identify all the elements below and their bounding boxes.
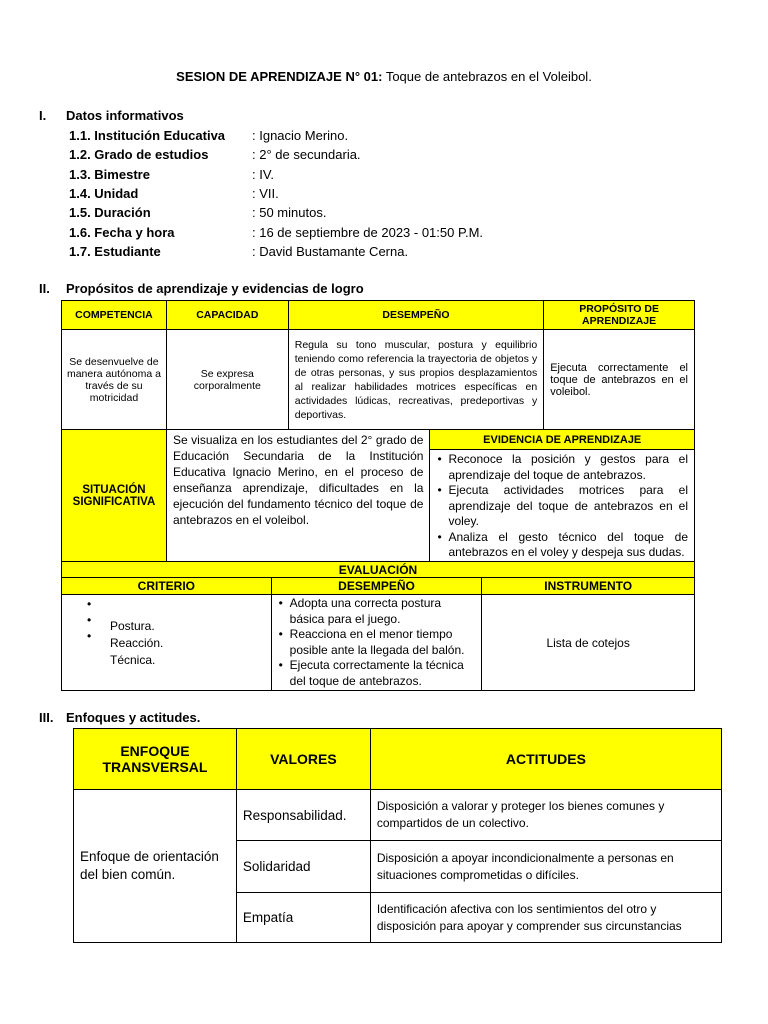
evidencia-item: • Reconoce la posición y gestos para el aprendizaje del toque de antebrazos. [448, 452, 688, 483]
datos-row [69, 145, 483, 164]
actitud-cell: Disposición a apoyar incondicionalmente a personas en situaciones comprometidas o difíciles. [370, 841, 721, 893]
header-criterio: CRITERIO [62, 578, 272, 595]
section-heading-1 [39, 108, 184, 123]
criterio-item: Reacción. [110, 636, 164, 650]
situacion-text: Se visualiza en los estudiantes del 2° grado de Educación Secundaria de la Institución Educativa Ignacio Merino, en el proceso de enseñanza aprendizaje, dificultades en la ejecución del fundamento técnico del toque de antebrazos en el voleibol. [166, 430, 430, 564]
datos-label: 1.6. Fecha y hora [69, 224, 175, 240]
evaluacion-table [61, 561, 695, 691]
capacidad-cell: Se expresa corporalmente [166, 330, 288, 430]
datos-value: : 50 minutos. [252, 205, 327, 221]
datos-row [69, 165, 483, 184]
actitud-cell: Disposición a valorar y proteger los bienes comunes y compartidos de un colectivo. [370, 790, 721, 841]
desempeno-item: • Adopta una correcta postura básica para el juego. [290, 596, 478, 627]
valor-cell: Responsabilidad. [236, 790, 370, 841]
evidencia-item: • Ejecuta actividades motrices para el aprendizaje del toque de antebrazos en el voley. [448, 483, 688, 530]
section-label: Datos informativos [66, 108, 184, 123]
enfoque-cell: Enfoque de orientación del bien común. [74, 790, 237, 943]
section-number: III. [39, 710, 54, 725]
section-number: II. [39, 281, 50, 296]
header-desempeno: DESEMPEÑO [288, 301, 543, 330]
section-number: I. [39, 108, 47, 123]
datos-value: : VII. [252, 186, 279, 202]
criterio-cell [62, 595, 272, 691]
datos-value: : 2° de secundaria. [252, 147, 361, 163]
desempeno-item: • Ejecuta correctamente la técnica del toque de antebrazos. [290, 658, 478, 689]
bullet-icon: • [87, 597, 92, 611]
header-enfoque: ENFOQUE TRANSVERSAL [74, 729, 237, 790]
section-label: Propósitos de aprendizaje y evidencias de logro [66, 281, 364, 296]
criterio-item: Técnica. [110, 653, 156, 667]
evaluacion-header: EVALUACIÓN [62, 562, 695, 578]
datos-row [69, 203, 483, 222]
actitud-cell: Identificación afectiva con los sentimientos del otro y disposición para apoyar y comprender sus circunstancias [370, 893, 721, 943]
evidencia-header: EVIDENCIA DE APRENDIZAJE [430, 430, 695, 450]
desempeno-cell: Regula su tono muscular, postura y equilibrio teniendo como referencia la trayectoria de objetos y de otras personas, y sus propios desplazamientos al realizar habilidades motrices específicas en actividades lúdicas, recreativas, predeportivas y deportivas. [288, 330, 543, 430]
document-title [0, 69, 768, 84]
header-desempeno-eval: DESEMPEÑO [271, 578, 482, 595]
header-proposito: PROPÓSITO DE APRENDIZAJE [544, 301, 695, 330]
datos-value: : Ignacio Merino. [252, 128, 349, 144]
section-label: Enfoques y actitudes. [66, 710, 201, 725]
header-valores: VALORES [236, 729, 370, 790]
desempeno-list-cell [271, 595, 482, 691]
proposito-cell: Ejecuta correctamente el toque de antebrazos en el voleibol. [544, 330, 695, 430]
valor-cell: Empatía [236, 893, 370, 943]
datos-row [69, 126, 483, 145]
bullet-icon: • [87, 613, 92, 627]
datos-row [69, 184, 483, 203]
evidencia-item: • Analiza el gesto técnico del toque de antebrazos en el voley y despeja sus dudas. [448, 530, 688, 561]
header-instrumento: INSTRUMENTO [482, 578, 695, 595]
instrumento-cell: Lista de cotejos [482, 595, 695, 691]
datos-informativos [69, 126, 483, 261]
evidencia-list-cell [430, 450, 695, 564]
criterio-item: Postura. [110, 619, 155, 633]
propositos-table [61, 300, 695, 430]
datos-value: : IV. [252, 166, 274, 182]
datos-label: 1.2. Grado de estudios [69, 147, 209, 163]
datos-label: 1.7. Estudiante [69, 243, 161, 259]
datos-row [69, 222, 483, 241]
valor-cell: Solidaridad [236, 841, 370, 893]
title-bold: SESION DE APRENDIZAJE N° 01: [176, 69, 383, 84]
competencia-cell: Se desenvuelve de manera autónoma a través de su motricidad [62, 330, 167, 430]
datos-label: 1.4. Unidad [69, 186, 139, 202]
situacion-table [61, 429, 695, 564]
datos-label: 1.3. Bimestre [69, 166, 150, 182]
title-rest: Toque de antebrazos en el Voleibol. [382, 69, 592, 84]
datos-label: 1.5. Duración [69, 205, 151, 221]
datos-row [69, 242, 483, 261]
datos-label: 1.1. Institución Educativa [69, 128, 226, 144]
datos-value: : 16 de septiembre de 2023 - 01:50 P.M. [252, 224, 484, 240]
header-competencia: COMPETENCIA [62, 301, 167, 330]
section-heading-3 [39, 710, 200, 725]
enfoques-table [73, 728, 722, 943]
desempeno-item: • Reacciona en el menor tiempo posible ante la llegada del balón. [290, 627, 478, 658]
header-actitudes: ACTITUDES [370, 729, 721, 790]
header-capacidad: CAPACIDAD [166, 301, 288, 330]
section-heading-2 [39, 281, 364, 296]
datos-value: : David Bustamante Cerna. [252, 243, 409, 259]
bullet-icon: • [87, 629, 92, 643]
situacion-label: SITUACIÓN SIGNIFICATIVA [62, 430, 167, 564]
